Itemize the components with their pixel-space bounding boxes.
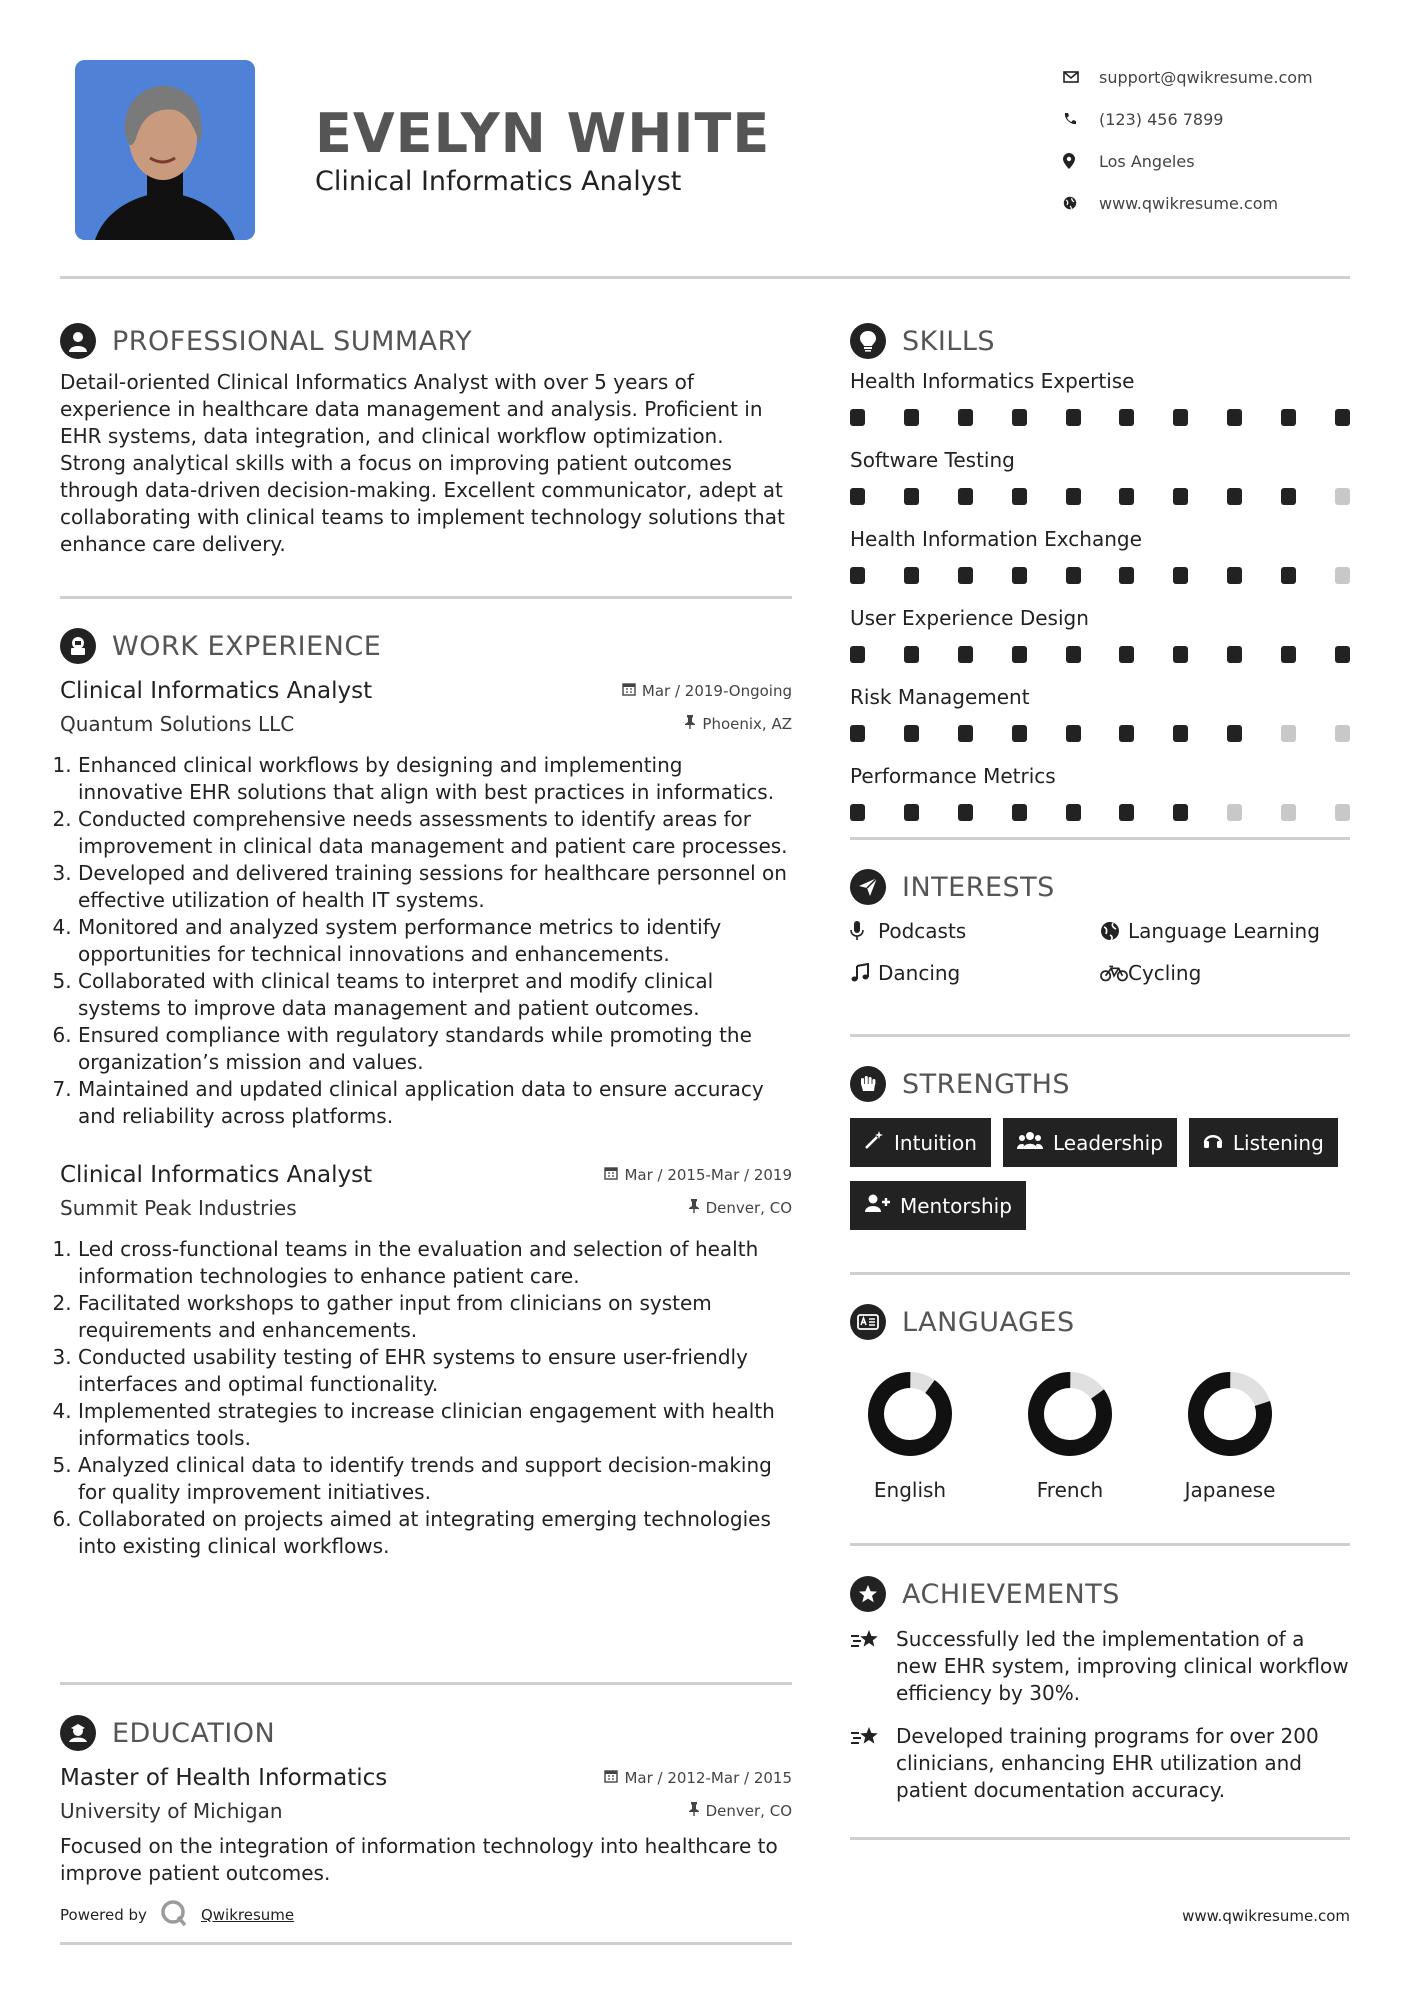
user-plus-icon [864,1193,890,1218]
skill-dot-filled [904,646,919,663]
skill-dot-filled [958,804,973,821]
language-label: English [873,1478,947,1502]
skill-dot-filled [1012,725,1027,742]
list-item: 1. Enhanced clinical workflows by designing and implementing innovative EHR solutions that align with best practices in informatics. [78,752,792,806]
skill-dot-filled [904,804,919,821]
shooting-star-icon [850,1626,896,1656]
language-item [1010,1368,1130,1502]
skill-dot-filled [958,725,973,742]
experience-divider [60,1682,792,1685]
star-badge-icon [850,1576,886,1612]
skill-dot-empty [1335,804,1350,821]
users-icon [1017,1130,1043,1155]
skill-rating [850,488,1350,505]
achievement-item [850,1723,1350,1804]
job-company: Quantum Solutions LLC [60,712,295,736]
skill-dot-filled [850,567,865,584]
skill-dot-filled [1227,725,1242,742]
skill-rating [850,646,1350,663]
strengths-section [850,1066,1350,1230]
skill-dot-filled [1119,804,1134,821]
education-heading [60,1715,792,1751]
shooting-star-icon [850,1723,896,1753]
experience-heading [60,628,792,664]
skills-heading [850,323,1350,359]
skill-dot-filled [1227,567,1242,584]
music-note-icon [850,963,878,983]
headphones-icon [1203,1130,1223,1155]
skill-name: Risk Management [850,685,1030,709]
languages-heading [850,1304,1350,1340]
language-donut [864,1368,956,1460]
footer-site[interactable]: www.qwikresume.com [1182,1907,1350,1925]
job-location [684,715,792,733]
contact-website[interactable] [1063,182,1383,224]
pushpin-icon [688,1199,700,1217]
list-item: 2. Conducted comprehensive needs assessments to identify areas for improvement in clinical data management and patient care processes. [78,806,792,860]
skill-dot-filled [958,409,973,426]
list-item: 4. Monitored and analyzed system performance metrics to identify opportunities for technical innovations and enhancements. [78,914,792,968]
contact-location-text: Los Angeles [1099,151,1195,171]
skill-dot-empty [1281,725,1296,742]
strength-chip [1189,1118,1338,1167]
skill-rating [850,567,1350,584]
lightbulb-icon [850,323,886,359]
education-text: Focused on the integration of information technology into healthcare to improve patient outcomes. [60,1834,778,1885]
skill-dot-filled [1066,725,1081,742]
skill-rating [850,725,1350,742]
strength-label: Leadership [1052,1130,1163,1155]
skill-dot-filled [850,488,865,505]
job-dates-text: Mar / 2019-Ongoing [641,682,792,700]
skill-dot-filled [1066,646,1081,663]
skill-name: User Experience Design [850,606,1089,630]
skill-dot-filled [1227,409,1242,426]
skill-dot-filled [1012,804,1027,821]
degree-name: Master of Health Informatics [60,1765,388,1791]
skill-name: Performance Metrics [850,764,1056,788]
contact-list [1063,56,1383,224]
skill-dot-filled [1335,409,1350,426]
job-dates-text: Mar / 2015-Mar / 2019 [624,1166,792,1184]
interests-heading-text: INTERESTS [902,871,1055,903]
phone-icon [1063,112,1099,126]
strength-chip [850,1118,991,1167]
skill-dot-filled [1173,646,1188,663]
footer-divider [60,1942,792,1945]
job-entry [60,678,792,1130]
skill-dot-filled [850,804,865,821]
list-item: 3. Conducted usability testing of EHR systems to ensure user-friendly interfaces and optimal functionality. [78,1344,792,1398]
job-location [688,1199,792,1217]
skill-rating [850,409,1350,426]
candidate-title: Clinical Informatics Analyst [315,166,682,197]
pushpin-icon [684,715,696,733]
languages-list [850,1368,1290,1502]
skill-name: Software Testing [850,448,1015,472]
interest-item [850,961,1100,985]
skill-dot-empty [1281,804,1296,821]
qwikresume-logo-icon [159,1898,189,1932]
strength-label: Mentorship [900,1193,1012,1218]
skill-dot-filled [958,646,973,663]
skill-dot-filled [1173,804,1188,821]
job-role: Clinical Informatics Analyst [60,678,373,704]
job-location-text: Phoenix, AZ [702,715,792,733]
list-item: 5. Collaborated with clinical teams to interpret and modify clinical systems to improve data management and patient outcomes. [78,968,792,1022]
contact-website-text: www.qwikresume.com [1099,193,1279,213]
skill-dot-filled [1066,488,1081,505]
skill-dot-filled [1012,488,1027,505]
list-item: 4. Implemented strategies to increase clinician engagement with health informatics tools. [78,1398,792,1452]
contact-phone-text: (123) 456 7899 [1099,109,1224,129]
strengths-list [850,1118,1350,1230]
list-item: 1. Led cross-functional teams in the evaluation and selection of health information technologies to enhance patient care. [78,1236,792,1290]
skill-dot-filled [1066,409,1081,426]
skill-name: Health Information Exchange [850,527,1142,551]
skills-list [850,369,1350,821]
skill-dot-filled [958,567,973,584]
achievements-heading [850,1576,1350,1612]
list-item: 3. Developed and delivered training sessions for healthcare personnel on effective utilization of health IT systems. [78,860,792,914]
skill-dot-filled [904,409,919,426]
skill-dot-filled [1173,409,1188,426]
skill-dot-empty [1335,725,1350,742]
header-divider [60,276,1350,279]
skill-dot-filled [1173,488,1188,505]
skill-dot-filled [1281,488,1296,505]
strength-chip [850,1181,1026,1230]
interest-label: Language Learning [1128,919,1320,943]
skill-dot-filled [1012,409,1027,426]
contact-phone[interactable] [1063,98,1383,140]
skills-divider [850,837,1350,840]
bicycle-icon [1100,964,1128,982]
language-label: French [1036,1478,1104,1502]
achievement-item [850,1626,1350,1707]
globe-icon [1100,921,1128,941]
skill-dot-filled [1119,567,1134,584]
summary-heading-text: PROFESSIONAL SUMMARY [112,325,473,357]
job-dates [604,1166,792,1184]
microphone-icon [850,921,878,941]
achievements-section [850,1576,1350,1820]
summary-text: Detail-oriented Clinical Informatics Analyst with over 5 years of experience in healthcare data management and analysis. Proficient in EHR systems, data integration, and clinical workflow optimization. Strong analytical skills with a focus on improving patient outcomes through data-driven decision-making. Excellent communicator, adept at collaborating with clinical teams to implement technology solutions that enhance care delivery. [60,370,785,556]
skill-dot-empty [1335,567,1350,584]
envelope-icon [1063,71,1099,83]
language-item [850,1368,970,1502]
education-dates-text: Mar / 2012-Mar / 2015 [624,1769,792,1787]
skill-dot-filled [850,725,865,742]
skill-dot-filled [1281,646,1296,663]
footer-powered-by [60,1898,294,1932]
languages-divider [850,1543,1350,1546]
list-item: 5. Analyzed clinical data to identify trends and support decision-making for quality improvement initiatives. [78,1452,792,1506]
job-role: Clinical Informatics Analyst [60,1162,373,1188]
profile-photo [75,60,255,240]
interest-item [1100,961,1350,985]
powered-by-text: Powered by [60,1906,147,1924]
language-donut-fill [864,1368,956,1460]
skill-dot-filled [1012,567,1027,584]
contact-location [1063,140,1383,182]
education-section [60,1715,792,1887]
job-entry [60,1162,792,1560]
job-dates [622,682,792,700]
summary-divider [60,596,792,599]
strengths-heading-text: STRENGTHS [902,1068,1071,1100]
interests-divider [850,1034,1350,1037]
calendar-icon [604,1166,618,1184]
contact-email-text: support@qwikresume.com [1099,67,1313,87]
skill-dot-filled [1227,646,1242,663]
skill-rating [850,804,1350,821]
job-company: Summit Peak Industries [60,1196,297,1220]
skill-dot-filled [958,488,973,505]
skill-dot-filled [1173,725,1188,742]
candidate-name: EVELYN WHITE [315,102,771,165]
skill-dot-filled [1119,409,1134,426]
education-heading-text: EDUCATION [112,1717,276,1749]
education-location-text: Denver, CO [705,1802,792,1820]
languages-heading-text: LANGUAGES [902,1306,1075,1338]
education-dates [604,1769,792,1787]
achievement-text: Developed training programs for over 200 clinicians, enhancing EHR utilization and patient documentation accuracy. [896,1724,1319,1802]
experience-heading-text: WORK EXPERIENCE [112,630,382,662]
map-pin-icon [1063,153,1099,169]
strengths-divider [850,1272,1350,1275]
education-location [688,1802,792,1820]
interest-label: Cycling [1128,961,1202,985]
list-item: 2. Facilitated workshops to gather input from clinicians on system requirements and enhancements. [78,1290,792,1344]
interest-label: Podcasts [878,919,967,943]
skill-dot-filled [1119,725,1134,742]
skill-dot-filled [1119,646,1134,663]
skill-name: Health Informatics Expertise [850,369,1135,393]
skill-dot-filled [1335,646,1350,663]
list-item: 7. Maintained and updated clinical application data to ensure accuracy and reliability across platforms. [78,1076,792,1130]
skill-dot-filled [1066,804,1081,821]
achievements-heading-text: ACHIEVEMENTS [902,1578,1120,1610]
job-bullets [60,752,792,1130]
interests-heading [850,869,1350,905]
calendar-icon [622,682,636,700]
skill-dot-filled [904,725,919,742]
list-item: 6. Ensured compliance with regulatory standards while promoting the organization’s mission and values. [78,1022,792,1076]
skill-dot-filled [1012,646,1027,663]
skills-heading-text: SKILLS [902,325,996,357]
skill-dot-filled [1281,567,1296,584]
skill-dot-filled [904,567,919,584]
strength-chip [1003,1118,1177,1167]
strength-label: Intuition [894,1130,977,1155]
magic-wand-icon [864,1130,884,1155]
contact-email[interactable] [1063,56,1383,98]
skill-dot-empty [1227,804,1242,821]
paper-plane-icon [850,869,886,905]
job-location-text: Denver, CO [705,1199,792,1217]
list-item: 6. Collaborated on projects aimed at integrating emerging technologies into existing clinical workflows. [78,1506,792,1560]
skill-dot-filled [1227,488,1242,505]
achievement-text: Successfully led the implementation of a new EHR system, improving clinical workflow efficiency by 30%. [896,1627,1349,1705]
strength-label: Listening [1232,1130,1324,1155]
briefcase-icon [60,628,96,664]
interest-label: Dancing [878,961,961,985]
interests-list [850,919,1350,985]
language-donut-fill [1187,1371,1273,1457]
interest-item [850,919,1100,943]
skill-dot-filled [850,409,865,426]
job-bullets [60,1236,792,1560]
fist-icon [850,1066,886,1102]
language-donut [1184,1368,1276,1460]
globe-icon [1063,196,1099,210]
language-card-icon [850,1304,886,1340]
language-donut [1024,1368,1116,1460]
strengths-heading [850,1066,1350,1102]
interests-section [850,869,1350,985]
language-label: Japanese [1184,1478,1276,1502]
skill-dot-filled [1281,409,1296,426]
skills-section [850,323,1350,843]
graduate-icon [60,1715,96,1751]
skill-dot-filled [1066,567,1081,584]
skill-dot-filled [1173,567,1188,584]
user-circle-icon [60,323,96,359]
language-donut-fill [1024,1368,1116,1460]
calendar-icon [604,1769,618,1787]
experience-section [60,628,792,1560]
skill-dot-empty [1335,488,1350,505]
skill-dot-filled [904,488,919,505]
summary-section [60,323,792,558]
pushpin-icon [688,1802,700,1820]
languages-section [850,1304,1350,1502]
qwikresume-link[interactable]: Qwikresume [200,1906,295,1924]
school-name: University of Michigan [60,1799,283,1823]
summary-heading [60,323,792,359]
achievements-divider [850,1837,1350,1840]
achievements-list [850,1626,1350,1804]
skill-dot-filled [850,646,865,663]
skill-dot-filled [1119,488,1134,505]
interest-item [1100,919,1350,943]
language-item [1170,1368,1290,1502]
